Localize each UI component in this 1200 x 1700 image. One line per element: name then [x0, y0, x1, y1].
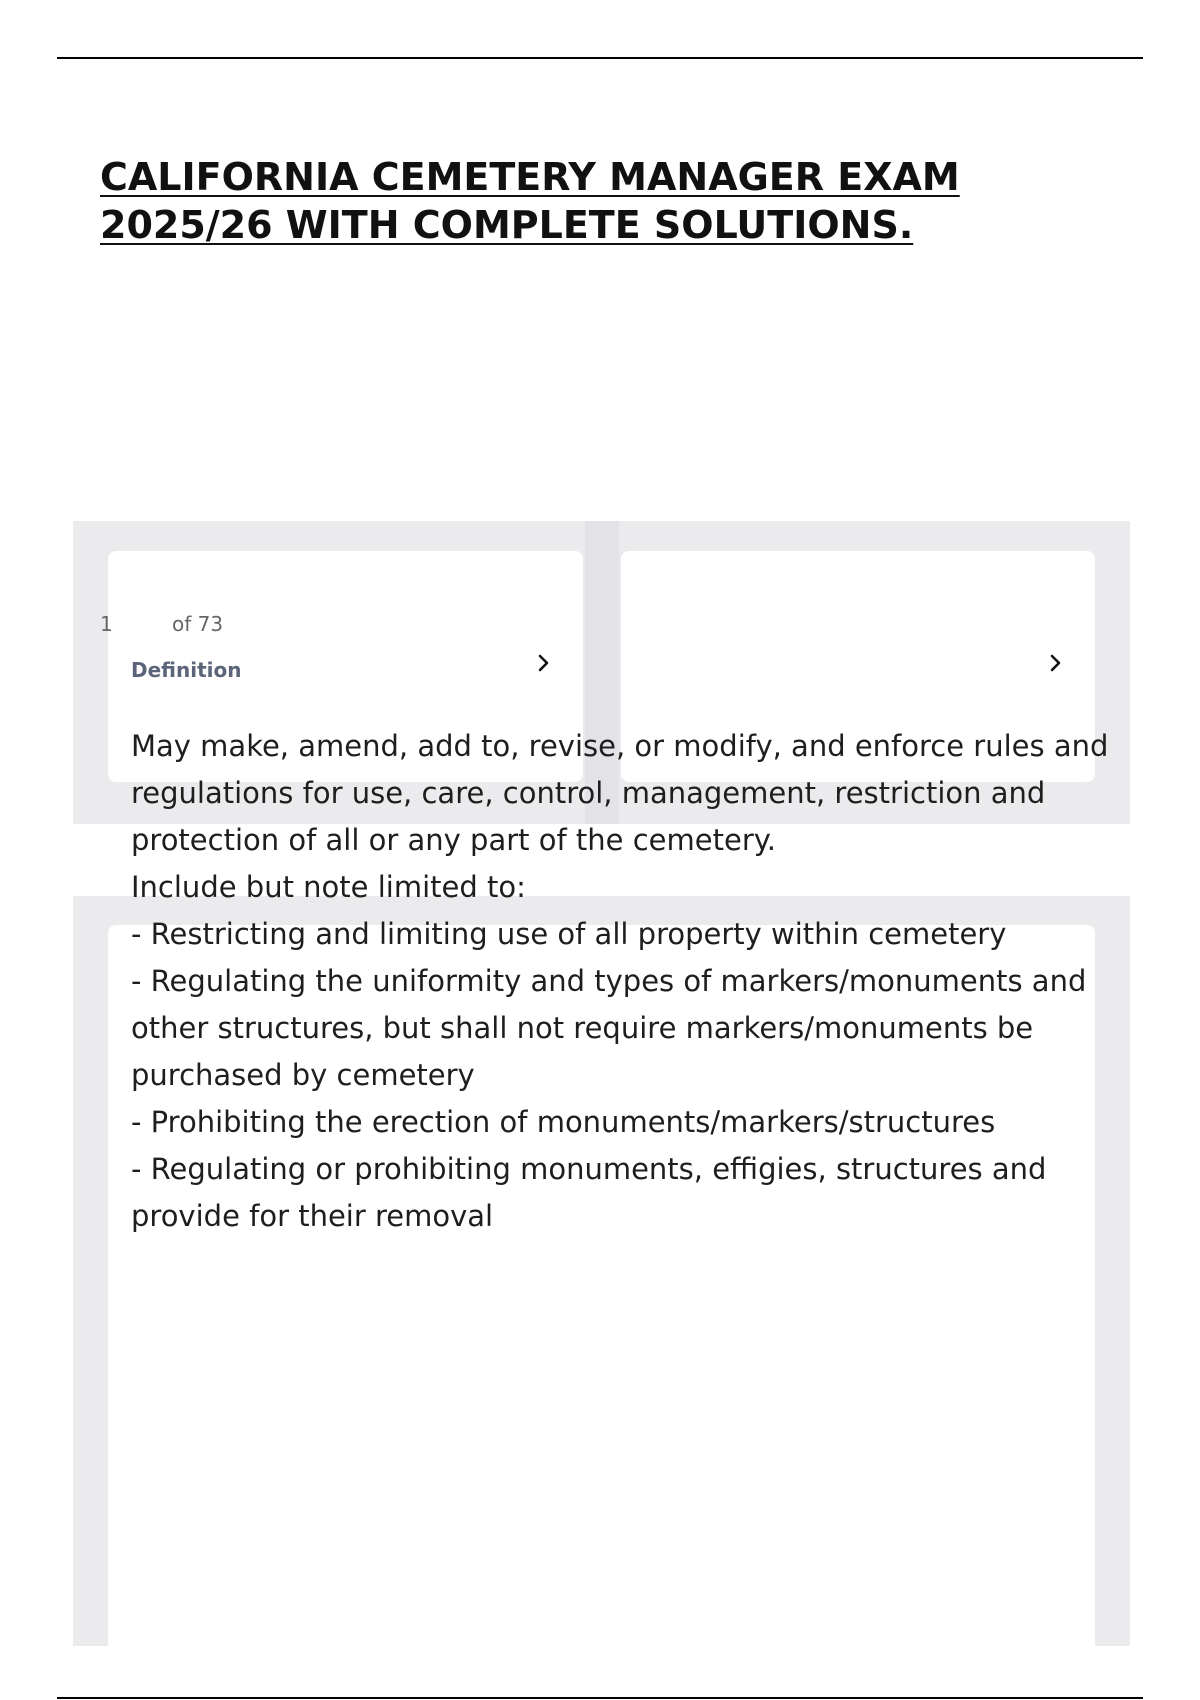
definition-line: protection of all or any part of the cemetery. [131, 823, 776, 857]
page-total: of 73 [172, 612, 224, 636]
definition-line: - Prohibiting the erection of monuments/markers/structures [131, 1105, 996, 1139]
definition-line: - Regulating the uniformity and types of markers/monuments and [131, 964, 1087, 998]
document-title: CALIFORNIA CEMETERY MANAGER EXAM 2025/26 WITH COMPLETE SOLUTIONS. [100, 155, 960, 247]
card-label: Definition [131, 658, 242, 682]
definition-line: - Regulating or prohibiting monuments, effigies, structures and [131, 1152, 1047, 1186]
bottom-rule [57, 1697, 1143, 1699]
definition-line: May make, amend, add to, revise, or modify, and enforce rules and [131, 729, 1109, 763]
definition-line: purchased by cemetery [131, 1058, 475, 1092]
definition-line: provide for their removal [131, 1199, 494, 1233]
definition-line: Include but note limited to: [131, 870, 526, 904]
page-number: 1 [100, 612, 113, 636]
definition-line: other structures, but shall not require markers/monuments be [131, 1011, 1034, 1045]
definition-line: - Restricting and limiting use of all property within cemetery [131, 917, 1007, 951]
chevron-right-icon[interactable] [1044, 648, 1068, 678]
definition-text [131, 723, 1109, 1240]
top-rule [57, 57, 1143, 59]
definition-line: regulations for use, care, control, management, restriction and [131, 776, 1046, 810]
chevron-right-icon[interactable] [532, 648, 556, 678]
